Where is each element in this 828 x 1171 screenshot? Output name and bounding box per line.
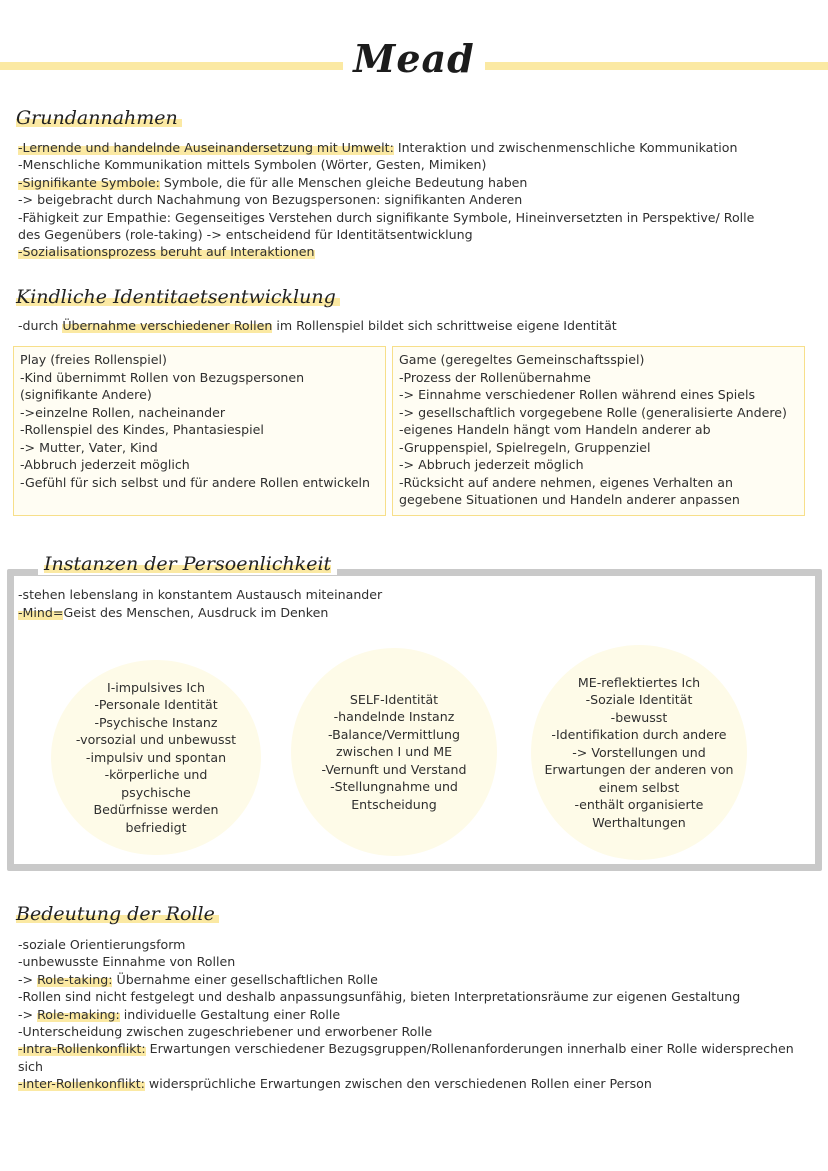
i-circle-line: I-impulsives Ich (107, 679, 205, 695)
me-circle-line: -Soziale Identität (585, 692, 693, 708)
highlight-term: -Intra-Rollenkonflikt: (18, 1041, 146, 1057)
i-circle-line: psychische (121, 784, 191, 800)
me-circle-line: Erwartungen der anderen von (544, 762, 734, 778)
rolle-line (18, 1040, 794, 1058)
play-box (13, 346, 386, 516)
highlight-term: -Sozialisationsprozess beruht auf Interaktionen (18, 244, 315, 260)
me-circle-line: -> Vorstellungen und (572, 744, 706, 760)
highlight-term: Role-taking: (37, 971, 113, 987)
line-text: -unbewusste Einnahme von Rollen (18, 954, 236, 970)
line-text: Übernahme einer gesellschaftlichen Rolle (112, 971, 378, 987)
self-circle-line: SELF-Identität (349, 691, 439, 707)
line-text: -soziale Orientierungsform (18, 937, 186, 952)
play-line: -Gefühl für sich selbst und für andere Rollen entwickeln (20, 474, 371, 490)
game-line: Game (geregeltes Gemeinschaftsspiel) (399, 352, 645, 367)
heading-grundannahmen: Grundannahmen (16, 107, 182, 129)
line-text: -Fähigkeit zur Empathie: Gegenseitiges Verstehen durch signifikante Symbole, Hineinversetzten in Perspektive/ Rolle (18, 209, 755, 225)
highlight-term: Role-making: (37, 1006, 120, 1022)
i-circle-line: -körperliche und (104, 767, 208, 783)
grundannahmen-line (18, 156, 486, 174)
heading-bedeutung-der-rolle: Bedeutung der Rolle (16, 903, 219, 925)
page-title: Mead (0, 36, 828, 81)
game-line: -Rücksicht auf andere nehmen, eigenes Verhalten an (399, 474, 733, 490)
rolle-line (18, 953, 235, 971)
grundannahmen-line (18, 243, 315, 261)
highlight-term: -Inter-Rollenkonflikt: (18, 1076, 145, 1092)
line-prefix: -> (18, 1006, 38, 1022)
grundannahmen-line (18, 191, 522, 209)
highlight-term: -Signifikante Symbole: (18, 174, 160, 190)
play-line: ->einzelne Rollen, nacheinander (20, 404, 225, 420)
self-circle-line: -handelnde Instanz (333, 709, 455, 725)
grundannahmen-line (18, 226, 473, 244)
line-text: des Gegenübers (role-taking) -> entscheidend für Identitätsentwicklung (18, 227, 473, 242)
me-circle-line: -Identifikation durch andere (551, 727, 727, 743)
line-text: sich (18, 1058, 43, 1074)
rolle-line (18, 1075, 652, 1093)
rolle-line (18, 971, 378, 989)
highlight-term: -Lernende und handelnde Auseinandersetzung mit Umwelt: (18, 140, 394, 155)
play-line: -Kind übernimmt Rollen von Bezugspersonen (20, 369, 305, 385)
game-line: -Gruppenspiel, Spielregeln, Gruppenziel (399, 439, 651, 455)
line-text: -Rollen sind nicht festgelegt und deshalb anpassungsunfähig, bieten Interpretationsräume zur eigenen Gestaltung (18, 989, 741, 1005)
i-circle-line: befriedigt (125, 819, 187, 835)
line-text: -Menschliche Kommunikation mittels Symbolen (Wörter, Gesten, Mimiken) (18, 157, 487, 173)
play-line: Play (freies Rollenspiel) (20, 352, 167, 367)
play-line: -Abbruch jederzeit möglich (20, 457, 190, 472)
rolle-line (18, 1058, 43, 1076)
game-line: gegebene Situationen und Handeln anderer anpassen (399, 492, 740, 507)
line-text: Interaktion und zwischenmenschliche Kommunikation (393, 140, 738, 155)
game-line: -> gesellschaftlich vorgegebene Rolle (generalisierte Andere) (399, 404, 787, 420)
self-circle-line: Entscheidung (351, 796, 437, 812)
line-text: Symbole, die für alle Menschen gleiche Bedeutung haben (159, 174, 528, 190)
line-text: -> beigebracht durch Nachahmung von Bezugspersonen: signifikanten Anderen (18, 192, 523, 208)
self-circle-line: -Balance/Vermittlung (327, 726, 460, 742)
line-text: individuelle Gestaltung einer Rolle (119, 1006, 341, 1022)
heading-instanzen-der-persoenlichkeit: Instanzen der Persoenlichkeit (38, 553, 337, 575)
self-circle-line: -Stellungnahme und (330, 779, 458, 795)
rolle-line (18, 936, 185, 954)
i-circle-line: Bedürfnisse werden (93, 802, 219, 818)
i-circle (51, 660, 261, 855)
i-circle-line: -Personale Identität (94, 697, 218, 713)
instanzen-line-mind: -Mind=Geist des Menschen, Ausdruck im Denken (18, 605, 329, 620)
rolle-line (18, 988, 740, 1006)
grundannahmen-line (18, 209, 754, 227)
game-line: -> Abbruch jederzeit möglich (399, 457, 584, 472)
i-circle-line: -impulsiv und spontan (85, 749, 227, 765)
game-line: -eigenes Handeln hängt vom Handeln anderer ab (399, 422, 711, 437)
rolle-line (18, 1006, 340, 1024)
instanzen-line-1: -stehen lebenslang in konstantem Austausch miteinander (18, 587, 383, 602)
grundannahmen-line (18, 139, 738, 157)
rollen-intro-line: -durch Übernahme verschiedener Rollen im Rollenspiel bildet sich schrittweise eigene Identität (18, 318, 617, 333)
game-line: -> Einnahme verschiedener Rollen während eines Spiels (399, 387, 756, 402)
play-line: -Rollenspiel des Kindes, Phantasiespiel (20, 422, 264, 437)
heading-kindliche-identitaetsentwicklung: Kindliche Identitaetsentwicklung (16, 286, 340, 308)
rolle-line (18, 1023, 432, 1041)
self-circle-line: -Vernunft und Verstand (321, 761, 467, 777)
me-circle-line: ME-reflektiertes Ich (577, 674, 701, 690)
line-text: -Unterscheidung zwischen zugeschriebener und erworbener Rolle (18, 1024, 433, 1039)
line-text: widersprüchliche Erwartungen zwischen den verschiedenen Rollen einer Person (144, 1076, 652, 1092)
game-line: -Prozess der Rollenübernahme (399, 369, 591, 385)
me-circle-line: -bewusst (610, 709, 668, 725)
game-box (392, 346, 805, 516)
me-circle-line: -enthält organisierte (574, 797, 704, 813)
me-circle (531, 645, 747, 860)
play-line: (signifikante Andere) (20, 387, 152, 402)
i-circle-line: -Psychische Instanz (94, 714, 218, 730)
self-circle (291, 648, 497, 856)
me-circle-line: Werthaltungen (592, 814, 686, 830)
line-prefix: -> (18, 971, 38, 987)
grundannahmen-line (18, 174, 527, 192)
play-line: -> Mutter, Vater, Kind (20, 439, 158, 455)
me-circle-line: einem selbst (598, 779, 680, 795)
line-text: Erwartungen verschiedener Bezugsgruppen/Rollenanforderungen innerhalb einer Rolle widersprechen (145, 1041, 794, 1057)
i-circle-line: -vorsozial und unbewusst (75, 732, 237, 748)
self-circle-line: zwischen I und ME (335, 744, 453, 760)
